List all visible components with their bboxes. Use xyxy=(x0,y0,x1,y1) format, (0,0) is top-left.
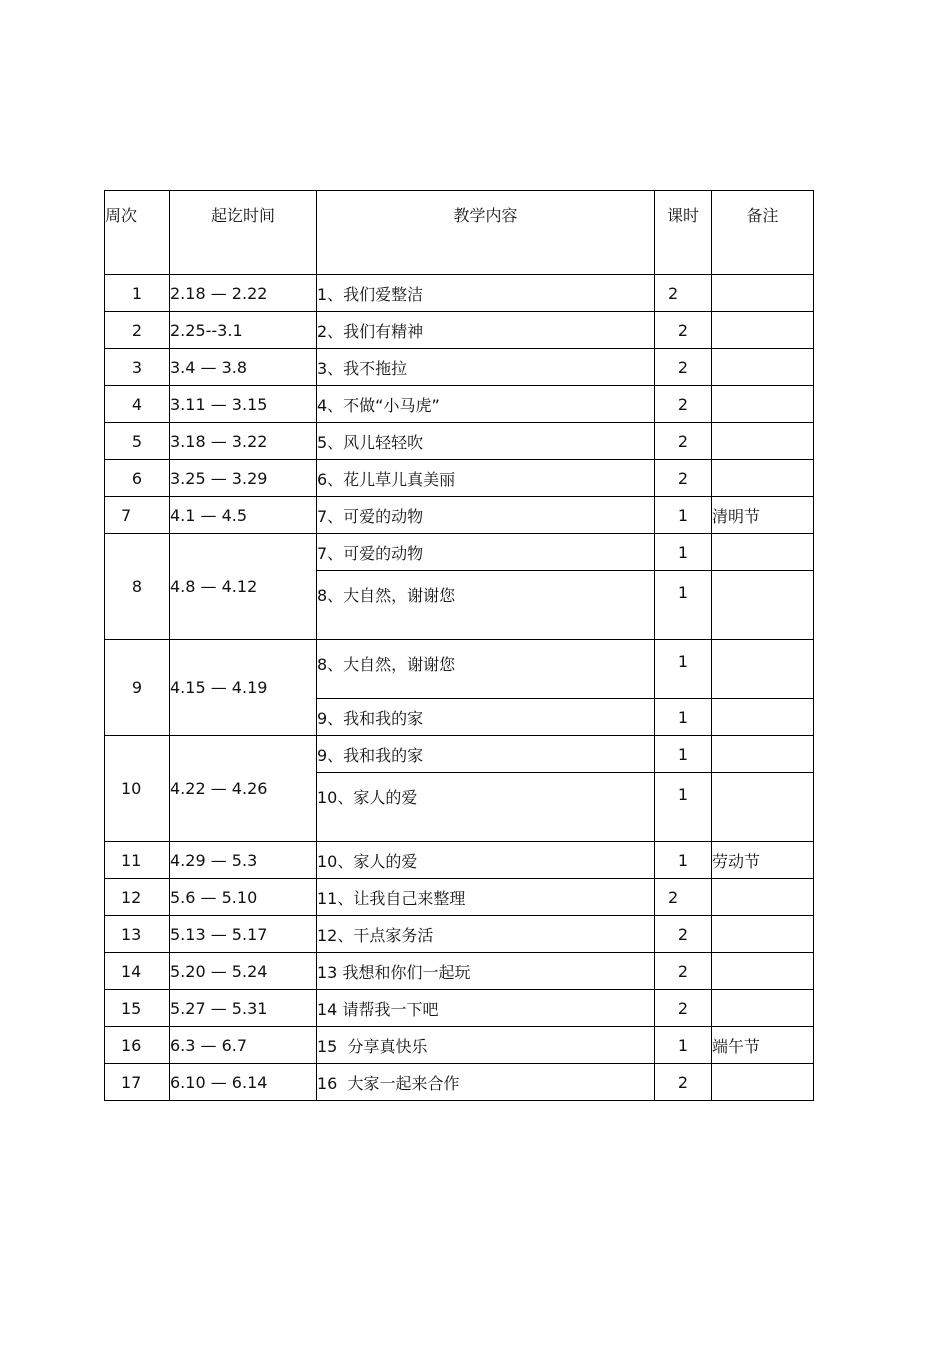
note-cell xyxy=(712,1064,814,1101)
content-cell: 10、家人的爱 xyxy=(317,842,655,879)
content-cell: 2、我们有精神 xyxy=(317,312,655,349)
hours-cell: 2 xyxy=(655,275,712,312)
table-row xyxy=(105,423,814,460)
dates-cell: 4.1 — 4.5 xyxy=(170,497,317,534)
dates-cell: 5.13 — 5.17 xyxy=(170,916,317,953)
dates-cell: 4.15 — 4.19 xyxy=(170,640,317,736)
table-row xyxy=(105,349,814,386)
note-cell xyxy=(712,916,814,953)
hours-cell: 2 xyxy=(655,953,712,990)
content-cell: 12、干点家务活 xyxy=(317,916,655,953)
hours-cell: 2 xyxy=(655,1064,712,1101)
note-cell xyxy=(712,275,814,312)
note-cell xyxy=(712,386,814,423)
note-cell xyxy=(712,699,814,736)
note-cell xyxy=(712,534,814,571)
header-notes: 备注 xyxy=(712,191,814,275)
dates-cell: 4.29 — 5.3 xyxy=(170,842,317,879)
dates-cell: 4.8 — 4.12 xyxy=(170,534,317,640)
header-content: 教学内容 xyxy=(317,191,655,275)
dates-cell: 3.11 — 3.15 xyxy=(170,386,317,423)
hours-cell: 1 xyxy=(655,842,712,879)
note-cell: 劳动节 xyxy=(712,842,814,879)
dates-cell: 6.3 — 6.7 xyxy=(170,1027,317,1064)
week-cell: 9 xyxy=(105,640,170,736)
table-row xyxy=(105,916,814,953)
content-cell: 15 分享真快乐 xyxy=(317,1027,655,1064)
table-row xyxy=(105,497,814,534)
hours-cell: 2 xyxy=(655,423,712,460)
content-cell: 3、我不拖拉 xyxy=(317,349,655,386)
week-cell: 1 xyxy=(105,275,170,312)
week-cell: 6 xyxy=(105,460,170,497)
note-cell: 清明节 xyxy=(712,497,814,534)
hours-cell: 2 xyxy=(655,916,712,953)
hours-cell: 1 xyxy=(655,534,712,571)
week-cell: 4 xyxy=(105,386,170,423)
dates-cell: 3.18 — 3.22 xyxy=(170,423,317,460)
week-cell: 13 xyxy=(105,916,170,953)
table-row xyxy=(105,736,814,773)
week-cell: 15 xyxy=(105,990,170,1027)
dates-cell: 5.27 — 5.31 xyxy=(170,990,317,1027)
week-cell: 7 xyxy=(105,497,170,534)
note-cell xyxy=(712,423,814,460)
week-cell: 5 xyxy=(105,423,170,460)
header-hours: 课时 xyxy=(655,191,712,275)
table-row xyxy=(105,1064,814,1101)
hours-cell: 2 xyxy=(655,312,712,349)
table-header-row xyxy=(105,191,814,275)
week-cell: 17 xyxy=(105,1064,170,1101)
content-cell: 4、不做“小马虎” xyxy=(317,386,655,423)
table-row xyxy=(105,460,814,497)
content-cell: 9、我和我的家 xyxy=(317,699,655,736)
note-cell: 端午节 xyxy=(712,1027,814,1064)
table-row xyxy=(105,1027,814,1064)
content-cell: 10、家人的爱 xyxy=(317,773,655,842)
hours-cell: 1 xyxy=(655,571,712,640)
table-row xyxy=(105,275,814,312)
hours-cell: 1 xyxy=(655,640,712,699)
hours-cell: 1 xyxy=(655,699,712,736)
note-cell xyxy=(712,640,814,699)
content-cell: 8、大自然，谢谢您 xyxy=(317,640,655,699)
table-row xyxy=(105,534,814,571)
table-row xyxy=(105,842,814,879)
note-cell xyxy=(712,879,814,916)
content-cell: 14 请帮我一下吧 xyxy=(317,990,655,1027)
dates-cell: 2.18 — 2.22 xyxy=(170,275,317,312)
note-cell xyxy=(712,571,814,640)
week-cell: 11 xyxy=(105,842,170,879)
hours-cell: 2 xyxy=(655,349,712,386)
table-row xyxy=(105,312,814,349)
note-cell xyxy=(712,349,814,386)
hours-cell: 1 xyxy=(655,773,712,842)
header-week: 周次 xyxy=(105,191,170,275)
week-cell: 3 xyxy=(105,349,170,386)
week-cell: 8 xyxy=(105,534,170,640)
week-cell: 10 xyxy=(105,736,170,842)
content-cell: 5、风儿轻轻吹 xyxy=(317,423,655,460)
table-row xyxy=(105,386,814,423)
dates-cell: 2.25--3.1 xyxy=(170,312,317,349)
hours-cell: 1 xyxy=(655,1027,712,1064)
note-cell xyxy=(712,460,814,497)
content-cell: 9、我和我的家 xyxy=(317,736,655,773)
week-cell: 16 xyxy=(105,1027,170,1064)
note-cell xyxy=(712,953,814,990)
content-cell: 7、可爱的动物 xyxy=(317,534,655,571)
dates-cell: 3.25 — 3.29 xyxy=(170,460,317,497)
week-cell: 12 xyxy=(105,879,170,916)
teaching-schedule-table xyxy=(104,190,814,1101)
dates-cell: 3.4 — 3.8 xyxy=(170,349,317,386)
content-cell: 7、可爱的动物 xyxy=(317,497,655,534)
dates-cell: 5.20 — 5.24 xyxy=(170,953,317,990)
hours-cell: 2 xyxy=(655,879,712,916)
table-row xyxy=(105,879,814,916)
dates-cell: 5.6 — 5.10 xyxy=(170,879,317,916)
content-cell: 11、让我自己来整理 xyxy=(317,879,655,916)
note-cell xyxy=(712,736,814,773)
content-cell: 13 我想和你们一起玩 xyxy=(317,953,655,990)
note-cell xyxy=(712,773,814,842)
hours-cell: 1 xyxy=(655,497,712,534)
week-cell: 2 xyxy=(105,312,170,349)
hours-cell: 2 xyxy=(655,386,712,423)
content-cell: 16 大家一起来合作 xyxy=(317,1064,655,1101)
table-row xyxy=(105,640,814,699)
dates-cell: 6.10 — 6.14 xyxy=(170,1064,317,1101)
hours-cell: 2 xyxy=(655,990,712,1027)
hours-cell: 2 xyxy=(655,460,712,497)
hours-cell: 1 xyxy=(655,736,712,773)
note-cell xyxy=(712,312,814,349)
table-row xyxy=(105,953,814,990)
header-dates: 起讫时间 xyxy=(170,191,317,275)
content-cell: 6、花儿草儿真美丽 xyxy=(317,460,655,497)
content-cell: 1、我们爱整洁 xyxy=(317,275,655,312)
table-row xyxy=(105,990,814,1027)
content-cell: 8、大自然，谢谢您 xyxy=(317,571,655,640)
dates-cell: 4.22 — 4.26 xyxy=(170,736,317,842)
week-cell: 14 xyxy=(105,953,170,990)
note-cell xyxy=(712,990,814,1027)
